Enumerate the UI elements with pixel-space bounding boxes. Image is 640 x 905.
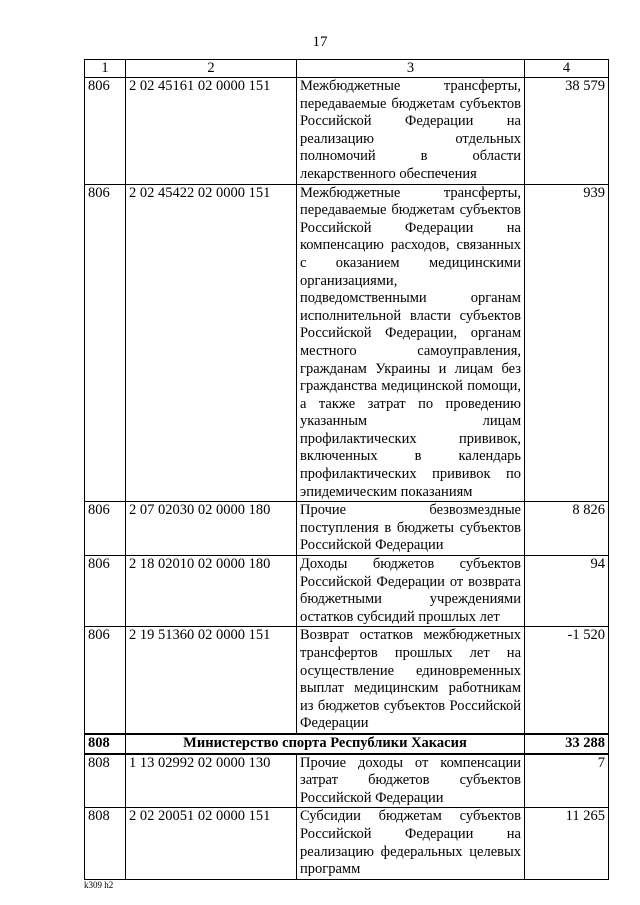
revenue-description: Межбюджетные трансферты, передаваемые бюджетам субъектов Российской Федерации на компенсацию расходов, связанных с оказанием медицинскими организациями, подведомственными органам исполнительной власти субъектов Российской Федерации, органам местного самоуправления, гражданам Украины и лицам без гражданства медицинской помощи, а также затрат по проведению указанным лицам профилактических прививок, включенных в календарь профилактических прививок по эпидемическим показаниям [297, 184, 525, 502]
table-row [85, 754, 609, 808]
amount: -1 520 [525, 627, 609, 734]
column-header: 3 [297, 60, 525, 78]
budget-code: 2 19 51360 02 0000 151 [126, 627, 297, 734]
table-row [85, 78, 609, 185]
budget-code: 2 02 45422 02 0000 151 [126, 184, 297, 502]
amount: 38 579 [525, 78, 609, 185]
admin-code: 806 [85, 556, 126, 627]
budget-code: 2 02 45161 02 0000 151 [126, 78, 297, 185]
table-row [85, 627, 609, 734]
amount: 11 265 [525, 808, 609, 879]
revenue-description: Прочие безвозмездные поступления в бюджеты субъектов Российской Федерации [297, 502, 525, 556]
document-id: k309 h2 [84, 880, 114, 890]
budget-code: 2 02 20051 02 0000 151 [126, 808, 297, 879]
admin-code: 806 [85, 78, 126, 185]
column-header: 1 [85, 60, 126, 78]
table-row [85, 502, 609, 556]
amount: 8 826 [525, 502, 609, 556]
amount: 939 [525, 184, 609, 502]
column-header: 2 [126, 60, 297, 78]
revenue-description: Прочие доходы от компенсации затрат бюджетов субъектов Российской Федерации [297, 754, 525, 808]
table-header-row [85, 60, 609, 78]
revenue-description: Субсидии бюджетам субъектов Российской Федерации на реализацию федеральных целевых программ [297, 808, 525, 879]
admin-code: 808 [85, 754, 126, 808]
amount: 94 [525, 556, 609, 627]
table-row [85, 808, 609, 879]
revenue-table [84, 59, 609, 880]
admin-code: 808 [85, 808, 126, 879]
revenue-description: Межбюджетные трансферты, передаваемые бюджетам субъектов Российской Федерации на реализацию отдельных полномочий в области лекарственного обеспечения [297, 78, 525, 185]
budget-code: 1 13 02992 02 0000 130 [126, 754, 297, 808]
ministry-admin-code: 808 [85, 734, 126, 754]
amount: 7 [525, 754, 609, 808]
admin-code: 806 [85, 502, 126, 556]
ministry-name: Министерство спорта Республики Хакасия [126, 734, 525, 754]
ministry-total: 33 288 [525, 734, 609, 754]
revenue-description: Доходы бюджетов субъектов Российской Федерации от возврата бюджетными учреждениями остатков субсидий прошлых лет [297, 556, 525, 627]
budget-code: 2 07 02030 02 0000 180 [126, 502, 297, 556]
admin-code: 806 [85, 184, 126, 502]
budget-code: 2 18 02010 02 0000 180 [126, 556, 297, 627]
page-number: 17 [312, 34, 328, 50]
table-row [85, 556, 609, 627]
admin-code: 806 [85, 627, 126, 734]
ministry-row [85, 734, 609, 754]
revenue-description: Возврат остатков межбюджетных трансфертов прошлых лет на осуществление единовременных выплат медицинским работникам из бюджетов субъектов Российской Федерации [297, 627, 525, 734]
column-header: 4 [525, 60, 609, 78]
table-row [85, 184, 609, 502]
